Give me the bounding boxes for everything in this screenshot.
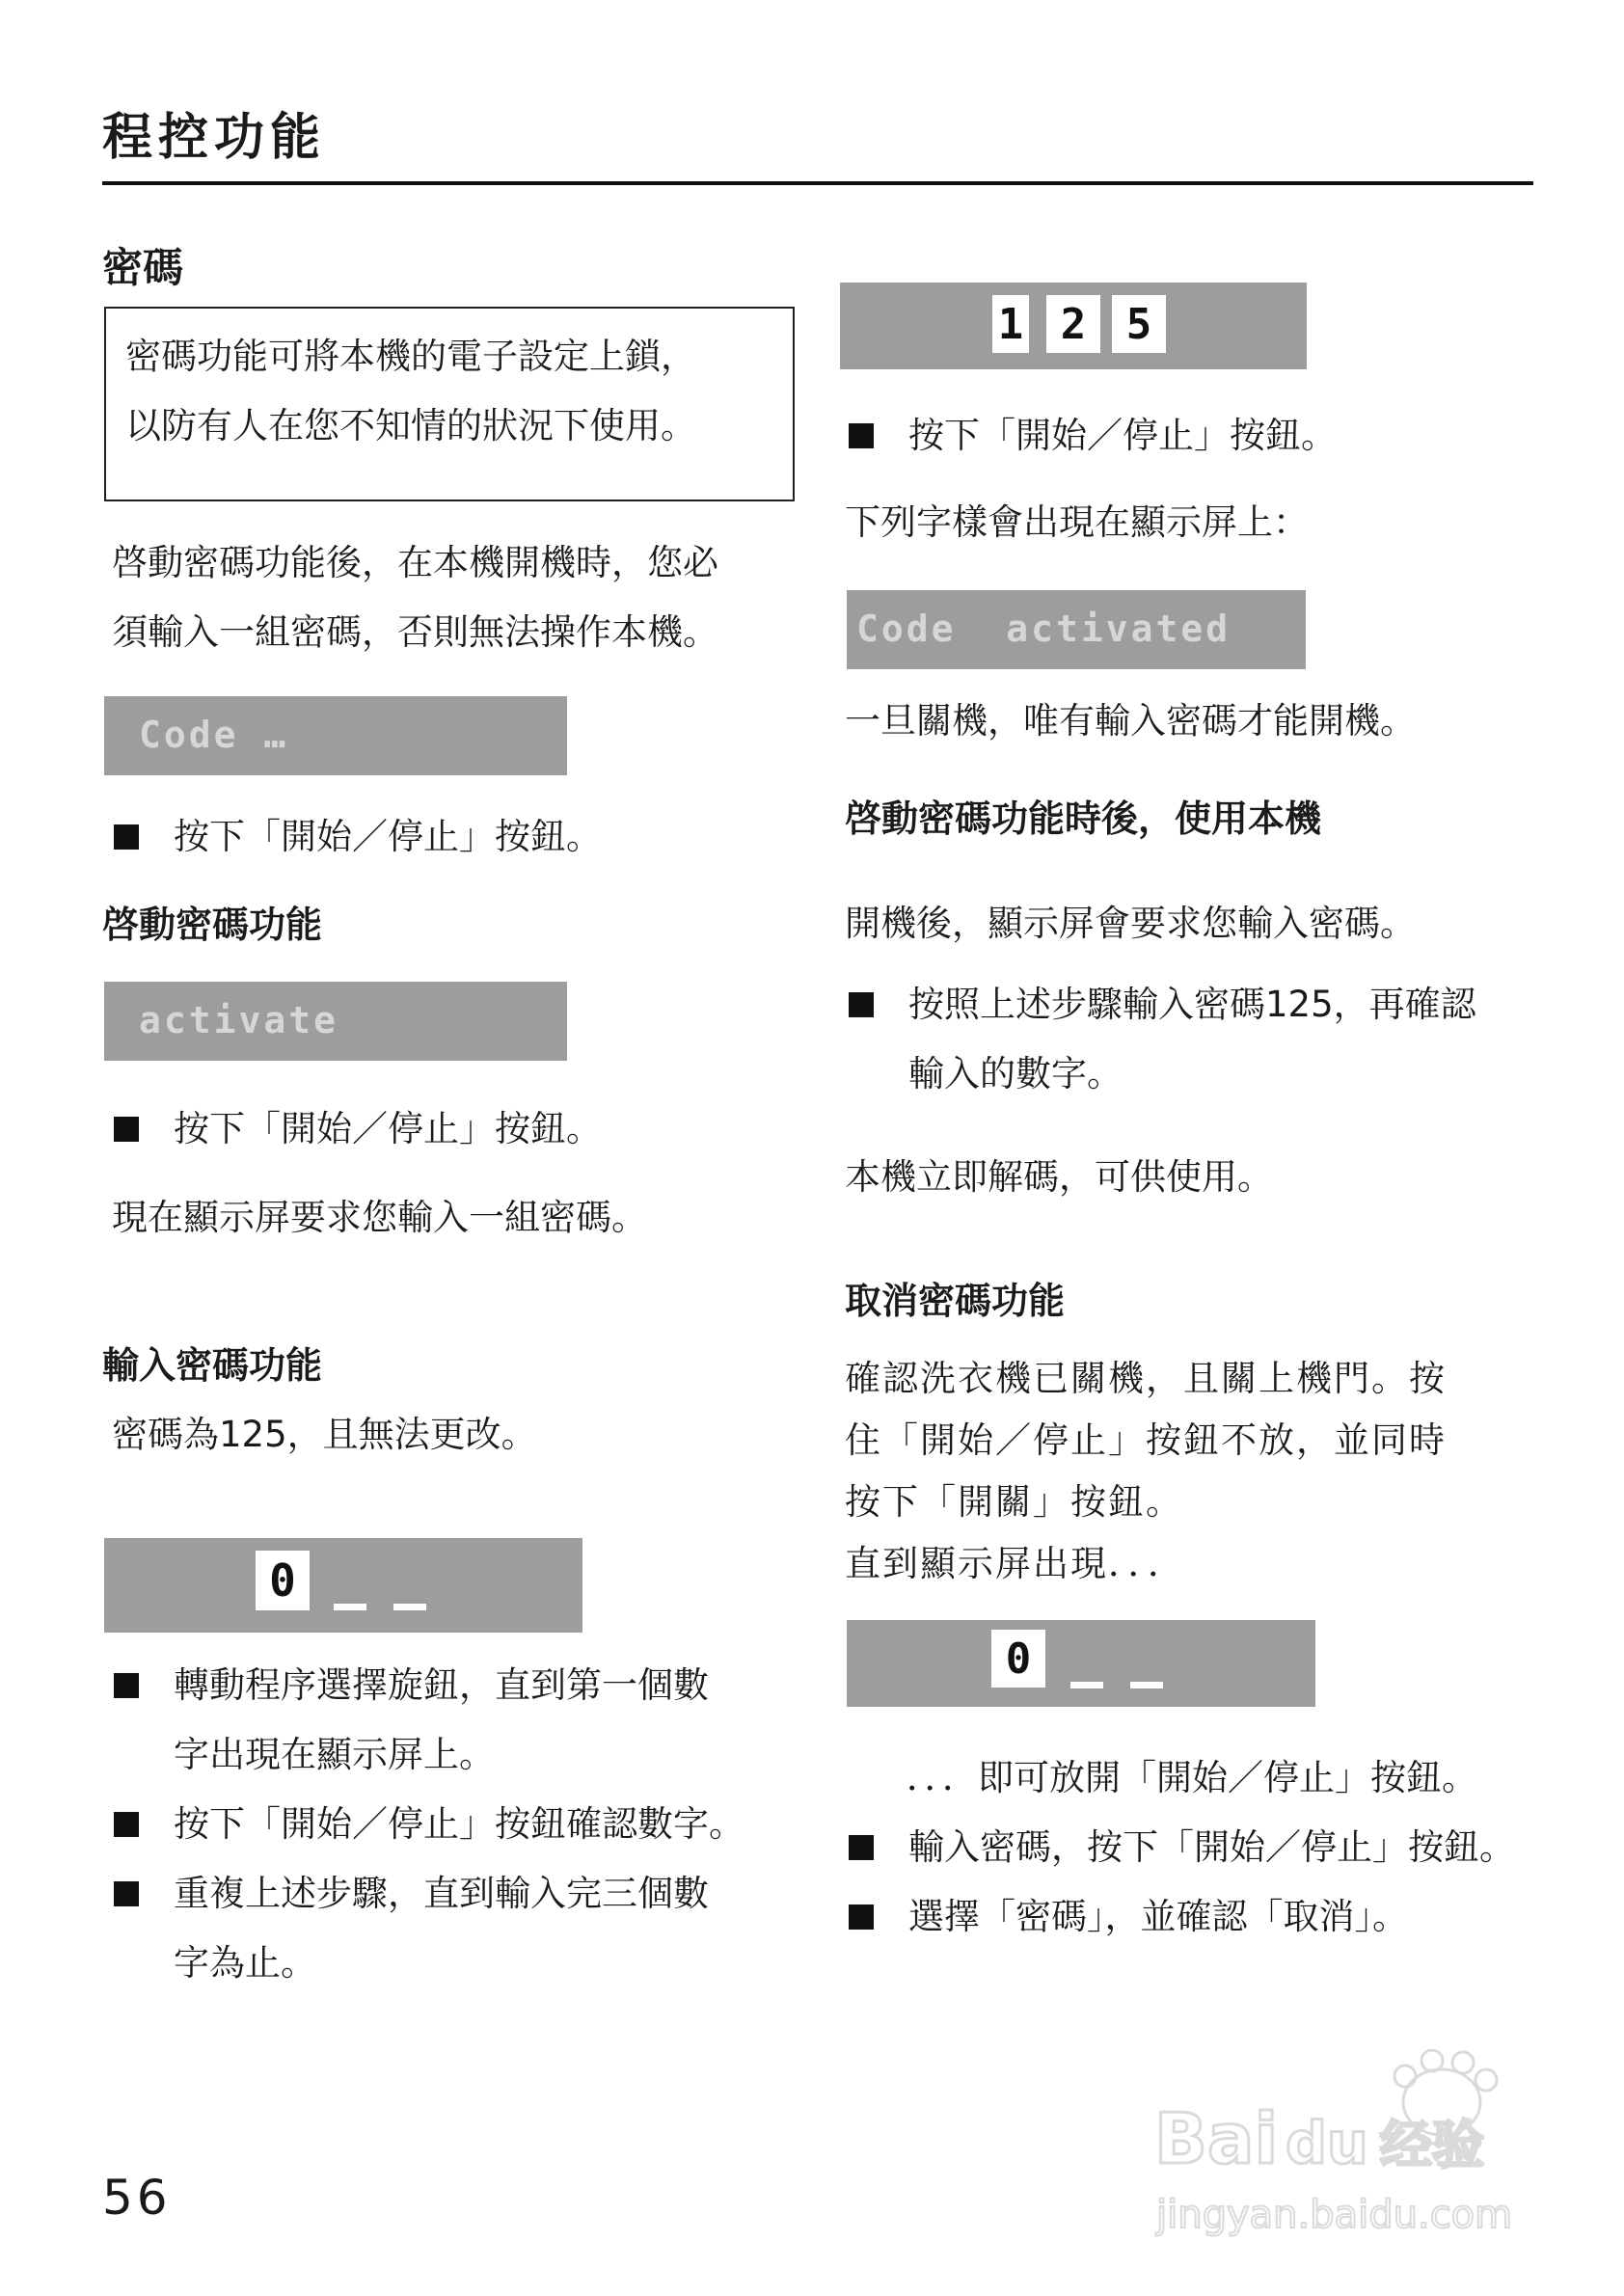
enter-step-1 (114, 1651, 827, 1790)
section-title-password: 密碼 (102, 244, 184, 291)
bullet-text: 按下「開始／停止」按鈕。 (908, 415, 1337, 456)
step-line: 轉動程序選擇旋鈕，直到第一個數 (174, 1664, 709, 1706)
step-line: 按下「開始／停止」按鈕確認數字。 (174, 1803, 744, 1845)
bullet-square-icon (114, 1117, 139, 1142)
cancel-line-1: 確認洗衣機已關機，且關上機門。按 (845, 1358, 1447, 1399)
bullet-press-start-2 (114, 1094, 602, 1164)
bullet-square-icon (114, 824, 139, 850)
enter-code-text: 密碼為125，且無法更改。 (112, 1414, 537, 1455)
bullet-press-start-1 (114, 802, 602, 872)
lcd-display-code (104, 696, 567, 775)
intro-paragraph (112, 528, 718, 667)
bullet-square-icon (849, 1835, 874, 1860)
now-request-text: 現在顯示屏要求您輸入一組密碼。 (112, 1197, 647, 1238)
release-text: ．．．即可放開「開始／停止」按鈕。 (907, 1757, 1477, 1798)
lcd-display-cancel-digit (847, 1620, 1315, 1707)
baidu-watermark-logo (1152, 2049, 1538, 2242)
following-text: 下列字樣會出現在顯示屏上： (845, 501, 1309, 543)
lcd-digit-3: 5 (1112, 295, 1166, 353)
cancel-line-2: 住「開始／停止」按鈕不放，並同時 (845, 1419, 1447, 1461)
bullet-square-icon (849, 1904, 874, 1930)
cancel-paragraph (845, 1348, 1447, 1595)
use-text: 開機後，顯示屏會要求您輸入密碼。 (845, 903, 1416, 944)
svg-text:Bai: Bai (1154, 2098, 1279, 2179)
bullet-line: 按照上述步驟輸入密碼125，再確認 (908, 984, 1476, 1025)
bullet-square-icon (114, 1673, 139, 1698)
section-title-activate: 啓動密碼功能 (102, 904, 323, 946)
info-box-line-1: 密碼功能可將本機的電子設定上鎖， (125, 336, 696, 377)
bullet-square-icon (114, 1881, 139, 1906)
svg-text:jingyan.baidu.com: jingyan.baidu.com (1156, 2193, 1513, 2237)
section-title-cancel: 取消密碼功能 (845, 1280, 1066, 1322)
lcd-display-125 (840, 283, 1307, 369)
intro-line-1: 啓動密碼功能後，在本機開機時，您必 (112, 542, 718, 583)
bullet-square-icon (849, 423, 874, 448)
svg-text:经验: 经验 (1380, 2115, 1484, 2175)
final-bullet-2 (849, 1882, 1408, 1952)
section-title-use: 啓動密碼功能時後，使用本機 (845, 797, 1322, 840)
header-rule (102, 181, 1533, 185)
bullet-line: 輸入的數字。 (908, 1053, 1123, 1094)
unlock-text: 本機立即解碼，可供使用。 (845, 1156, 1273, 1198)
lcd-display-first-digit (104, 1538, 582, 1633)
lcd-code-text: Code … (139, 714, 289, 756)
cancel-line-4: 直到顯示屏出現．．． (845, 1543, 1185, 1584)
bullet-text: 按下「開始／停止」按鈕。 (174, 816, 602, 857)
bullet-text: 選擇「密碼」，並確認「取消」。 (908, 1896, 1408, 1937)
svg-text:du: du (1286, 2110, 1368, 2177)
bullet-square-icon (114, 1812, 139, 1837)
lcd-display-activate (104, 982, 567, 1061)
bullet-text: 按下「開始／停止」按鈕。 (174, 1108, 602, 1149)
step-line: 字為止。 (174, 1942, 316, 1984)
lcd-digit-2: 2 (1046, 295, 1100, 353)
lcd-digit: 0 (256, 1551, 310, 1610)
final-bullet-1 (849, 1813, 1515, 1882)
bullet-enter-125 (849, 970, 1476, 1109)
info-box-line-2: 以防有人在您不知情的狀況下使用。 (125, 405, 696, 446)
bullet-square-icon (849, 992, 874, 1017)
enter-step-3 (114, 1859, 827, 1998)
step-line: 重複上述步驟，直到輸入完三個數 (174, 1873, 709, 1914)
enter-steps-list (114, 1651, 827, 1998)
lcd-dash (1130, 1682, 1163, 1688)
bullet-text: 輸入密碼，按下「開始／停止」按鈕。 (908, 1826, 1515, 1868)
lcd-dash (393, 1604, 426, 1610)
lcd-digit-1: 1 (992, 295, 1029, 353)
lcd-display-code-activated (847, 590, 1306, 669)
lcd-digit: 0 (991, 1630, 1045, 1688)
page-header-title: 程控功能 (102, 109, 327, 167)
lcd-dash (334, 1604, 366, 1610)
section-title-enter: 輸入密碼功能 (102, 1344, 323, 1387)
lcd-dash (1070, 1682, 1103, 1688)
lcd-code-activated-text: Code activated (856, 608, 1232, 650)
lcd-activate-text: activate (139, 999, 339, 1041)
intro-line-2: 須輸入一組密碼，否則無法操作本機。 (112, 611, 718, 653)
once-off-text: 一旦關機，唯有輸入密碼才能開機。 (845, 700, 1416, 742)
cancel-line-3: 按下「開關」按鈕。 (845, 1481, 1183, 1523)
info-box (104, 307, 795, 501)
bullet-press-start-right (849, 401, 1337, 471)
page-number: 56 (102, 2170, 172, 2226)
enter-step-2 (114, 1790, 827, 1859)
step-line: 字出現在顯示屏上。 (174, 1734, 495, 1775)
